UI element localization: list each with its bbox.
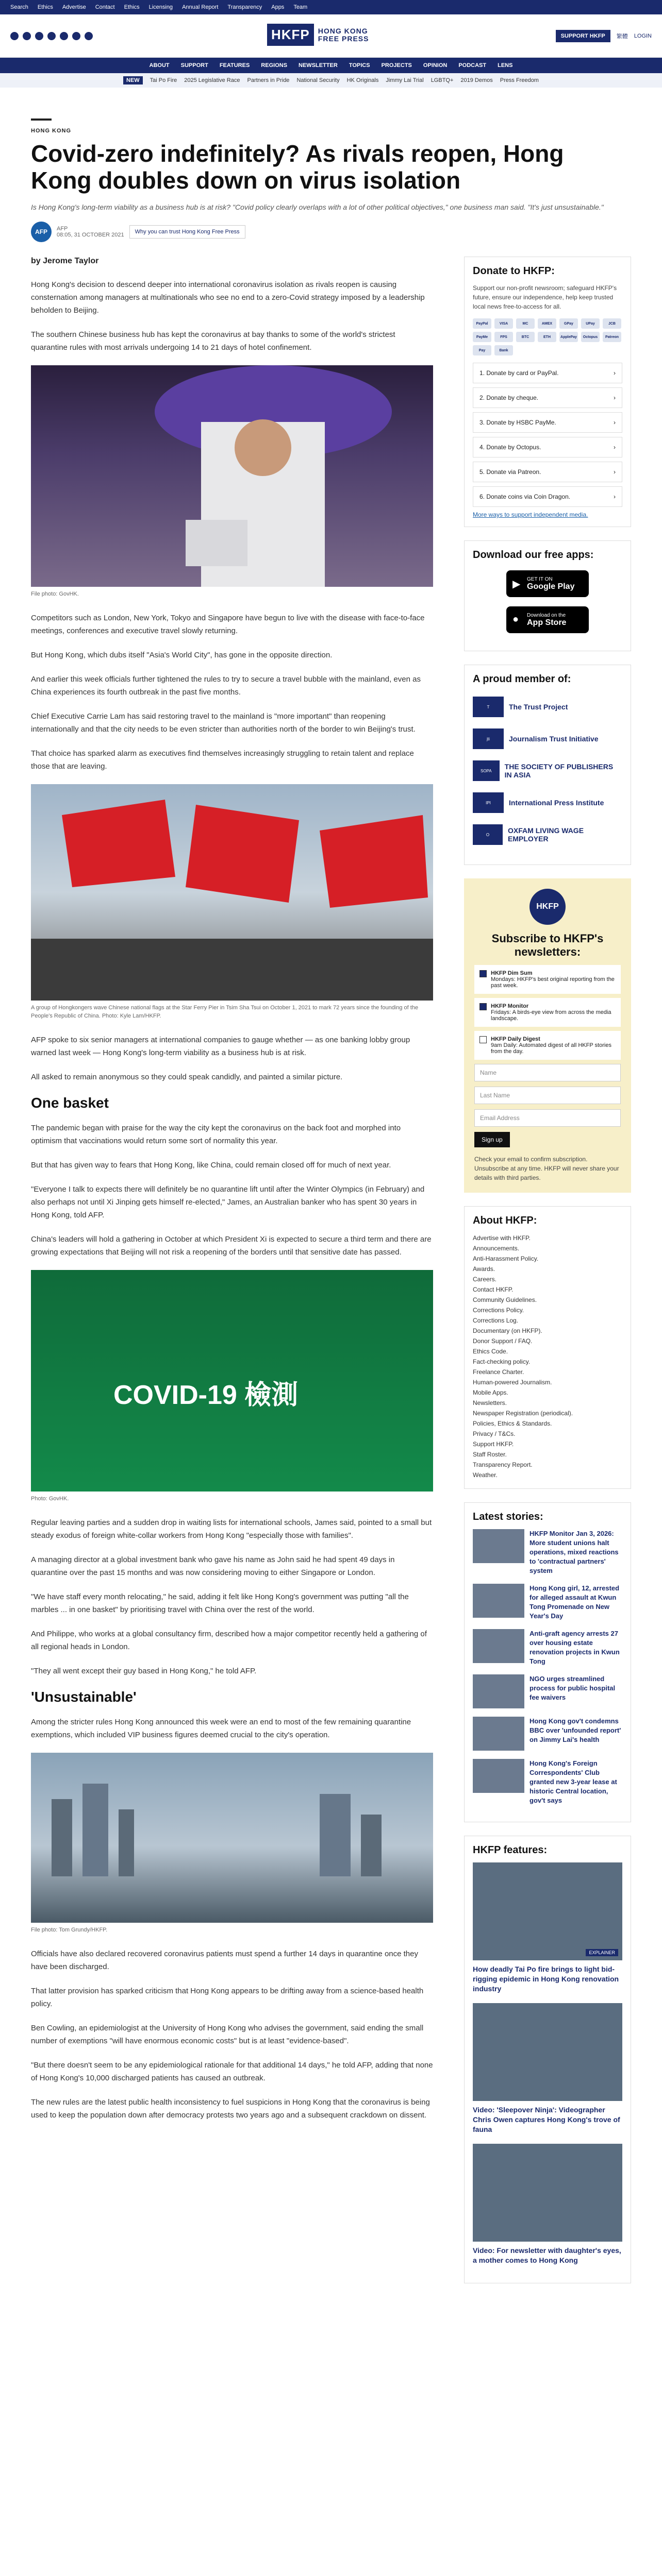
trending-link[interactable]: 2019 Demos [460, 77, 493, 83]
logo-mark: HKFP [267, 24, 314, 46]
feature-card[interactable] [473, 2003, 622, 2134]
x-icon[interactable] [23, 32, 31, 40]
donate-option-label: 3. Donate by HSBC PayMe. [479, 419, 556, 426]
paragraph: The southern Chinese business hub has kept the coronavirus at bay thanks to some of the world's strictest quarantine rules with most arrivals undergoing 14 to 21 days of hotel confinement. [31, 330, 395, 352]
feature-title: Video: 'Sleepover Ninja': Videographer Chris Owen captures Hong Kong's trove of fauna [473, 2106, 620, 2133]
trending-link[interactable]: 2025 Legislative Race [184, 77, 240, 83]
about-widget [464, 1206, 631, 1489]
paragraph: But that has given way to fears that Hong Kong, like China, could remain closed off for much of next year. [31, 1161, 391, 1170]
payment-logo: Bank [494, 345, 513, 355]
rss-icon[interactable] [85, 32, 93, 40]
main-nav [0, 58, 662, 73]
checkbox[interactable] [479, 1036, 487, 1043]
topbar-link[interactable]: Annual Report [182, 4, 219, 10]
member-label: OXFAM LIVING WAGE EMPLOYER [508, 826, 584, 843]
sidebar [464, 257, 631, 2297]
social-icons [10, 32, 93, 40]
about-link[interactable]: Support HKFP. [473, 1440, 514, 1448]
topbar-link[interactable]: Apps [271, 4, 285, 10]
about-link[interactable]: Careers. [473, 1276, 497, 1283]
trending-link[interactable]: Partners in Pride [247, 77, 290, 83]
member-logo[interactable] [473, 824, 622, 845]
payment-logo: MC [516, 318, 535, 329]
payment-logo: Octopus [581, 332, 600, 342]
member-label: Journalism Trust Initiative [509, 735, 599, 743]
paragraph: That choice has sparked alarm as executives find themselves increasingly struggling to retain talent and replace those that are leaving. [31, 749, 414, 771]
divider [31, 118, 52, 121]
chevron-right-icon: › [614, 369, 616, 377]
donate-option[interactable] [473, 486, 622, 507]
story-thumbnail [473, 1674, 524, 1708]
payment-logo: BTC [516, 332, 535, 342]
paragraph: "We have staff every month relocating," he said, adding it felt like Hong Kong's government was putting "all the marbles ... in one basket" by prioritising travel with China over the rest of the world. [31, 1592, 409, 1614]
language-toggle[interactable]: 繁體 [616, 33, 628, 40]
latest-title: Latest stories: [473, 1511, 543, 1522]
trust-project-icon: T [473, 697, 504, 717]
site-header [0, 14, 662, 58]
story-thumbnail [473, 1629, 524, 1663]
about-list [473, 1233, 622, 1480]
newsletter-option[interactable] [474, 1031, 621, 1060]
payment-logo: FPS [494, 332, 513, 342]
donate-option[interactable] [473, 363, 622, 383]
story-title: Hong Kong girl, 12, arrested for alleged assault at Kwun Tong Promenade on New Year's Day [529, 1584, 620, 1620]
article-image [31, 365, 433, 587]
gp-small: GET IT ON [527, 576, 553, 582]
member-title: A proud member of: [473, 673, 571, 685]
chevron-right-icon: › [614, 493, 616, 500]
payment-methods [473, 318, 622, 355]
about-link[interactable]: Newspaper Registration (periodical). [473, 1410, 573, 1417]
story-title: Hong Kong gov't condemns BBC over 'unfounded report' on Jimmy Lai's health [529, 1717, 621, 1743]
checkbox[interactable] [479, 970, 487, 977]
about-link[interactable]: Corrections Policy. [473, 1307, 524, 1314]
site-logo[interactable] [267, 24, 369, 46]
story-title: Anti-graft agency arrests 27 over housing estate renovation projects in Kwun Tong [529, 1630, 620, 1665]
donate-option-label: 4. Donate by Octopus. [479, 444, 541, 451]
story-thumbnail [473, 1584, 524, 1618]
more-ways-link[interactable]: More ways to support independent media. [473, 511, 588, 518]
paragraph: "They all went except their guy based in Hong Kong," he told AFP. [31, 1667, 257, 1675]
as-big: App Store [527, 618, 567, 627]
feature-title: How deadly Tai Po fire brings to light bid-rigging epidemic in Hong Kong renovation industry [473, 1965, 619, 1993]
trust-link[interactable]: Why you can trust Hong Kong Free Press [129, 225, 245, 239]
latest-story[interactable] [473, 1629, 622, 1666]
paragraph: Officials have also declared recovered coronavirus patients must spend a further 14 days in quarantine once they have been discharged. [31, 1950, 418, 1971]
sopa-icon: SOPA [473, 760, 500, 781]
about-link[interactable]: Contact HKFP. [473, 1286, 514, 1293]
trending-link[interactable]: Jimmy Lai Trial [386, 77, 424, 83]
search-link[interactable]: Search [10, 4, 28, 10]
paragraph: "Everyone I talk to expects there will definitely be no quarantine lift until after the Winter Olympics (in February) and also perhaps not until Xi Jinping gets himself re-elected," James, an Australian banker who has spent 30 years in Hong Kong, told AFP. [31, 1185, 425, 1219]
app-store-button[interactable] [506, 606, 589, 633]
latest-story[interactable] [473, 1717, 622, 1751]
nav-item[interactable]: FEATURES [219, 62, 250, 69]
payment-logo: ETH [538, 332, 556, 342]
oxfam-icon: O [473, 824, 503, 845]
donate-option[interactable] [473, 437, 622, 457]
checkbox[interactable] [479, 1003, 487, 1010]
trending-link[interactable]: Tai Po Fire [150, 77, 177, 83]
about-link[interactable]: Announcements. [473, 1245, 520, 1252]
donate-option[interactable] [473, 462, 622, 482]
apple-icon: ● [512, 614, 519, 625]
payment-logo: ApplePay [559, 332, 578, 342]
gp-big: Google Play [527, 582, 575, 591]
feature-card[interactable] [473, 1862, 622, 1994]
latest-widget [464, 1502, 631, 1822]
flags-photo [31, 784, 433, 1001]
member-logo[interactable] [473, 760, 622, 781]
paragraph: Among the stricter rules Hong Kong announced this week were an end to most of the few remaining quarantine exemptions, which included VIP business figures deemed crucial to the city's operation. [31, 1718, 411, 1739]
nav-item[interactable]: TOPICS [349, 62, 370, 69]
about-link[interactable]: Weather. [473, 1471, 498, 1479]
login-link[interactable]: LOGIN [634, 32, 652, 39]
donate-option-label: 6. Donate coins via Coin Dragon. [479, 493, 571, 500]
member-logo[interactable] [473, 697, 622, 717]
article-body [31, 257, 433, 2297]
article-dek: Is Hong Kong's long-term viability as a business hub is at risk? "Covid policy clearly overlaps with a lot of other political objectives," one business man said. "It's just unsustainable." [31, 203, 604, 211]
about-link[interactable]: Privacy / T&Cs. [473, 1430, 516, 1437]
features-title: HKFP features: [473, 1844, 548, 1856]
linkedin-icon[interactable] [72, 32, 80, 40]
newsletter-name: HKFP Daily Digest [491, 1036, 540, 1042]
newsletter-widget [464, 878, 631, 1193]
youtube-icon[interactable] [47, 32, 56, 40]
payment-logo: PayPal [473, 318, 491, 329]
chevron-right-icon: › [614, 419, 616, 426]
nav-item[interactable]: NEWSLETTER [299, 62, 338, 69]
nav-item[interactable]: ABOUT [149, 62, 170, 69]
apps-widget [464, 540, 631, 651]
about-link[interactable]: Newsletters. [473, 1399, 507, 1406]
payment-logo: PayMe [473, 332, 491, 342]
byline: by Jerome Taylor [31, 257, 99, 265]
about-link[interactable]: Policies, Ethics & Standards. [473, 1420, 552, 1427]
about-title: About HKFP: [473, 1215, 537, 1226]
topbar-link[interactable]: Ethics [37, 4, 53, 10]
newsletter-name: HKFP Monitor [491, 1003, 529, 1009]
nav-item[interactable]: OPINION [423, 62, 448, 69]
paragraph: But Hong Kong, which dubs itself "Asia's World City", has gone in the opposite direction. [31, 651, 333, 659]
support-button[interactable]: SUPPORT HKFP [556, 30, 610, 42]
logo-line1: HONG KONG [318, 26, 368, 35]
about-link[interactable]: Freelance Charter. [473, 1368, 524, 1376]
paragraph: The pandemic began with praise for the way the city kept the coronavirus on the back foot and morphed into optimism that vaccinations would return some sort of normality this year. [31, 1124, 401, 1145]
newsletter-name: HKFP Dim Sum [491, 970, 533, 976]
paragraph: AFP spoke to six senior managers at international companies to gauge whether — as one banking lobby group warned last week — Hong Kong's long-term viability as a business hub is at risk. [31, 1036, 410, 1057]
newsletter-option[interactable] [474, 965, 621, 994]
image-caption: Photo: GovHK. [31, 1496, 69, 1502]
member-label: THE SOCIETY OF PUBLISHERS IN ASIA [504, 762, 614, 779]
donate-option[interactable] [473, 387, 622, 408]
topbar-link[interactable]: Ethics [124, 4, 140, 10]
new-badge: NEW [123, 76, 143, 84]
feature-image [473, 2003, 622, 2101]
donate-title: Donate to HKFP: [473, 265, 555, 277]
section-heading: 'Unsustainable' [31, 1689, 137, 1705]
feature-image [473, 1862, 622, 1960]
nav-item[interactable]: LENS [498, 62, 513, 69]
harbour-photo [31, 1753, 433, 1923]
donate-option-label: 2. Donate by cheque. [479, 394, 539, 401]
trending-bar [0, 73, 662, 88]
story-title: HKFP Monitor Jan 3, 2026: More student unions halt operations, mixed reactions to 'contractual partners' system [529, 1530, 619, 1574]
about-link[interactable]: Fact-checking policy. [473, 1358, 531, 1365]
topbar-link[interactable]: Advertise [62, 4, 86, 10]
paragraph: All asked to remain anonymous so they could speak candidly, and painted a similar picture. [31, 1073, 343, 1081]
trending-link[interactable]: HK Originals [346, 77, 379, 83]
payment-logo: AMEX [538, 318, 556, 329]
paragraph: Chief Executive Carrie Lam has said restoring travel to the mainland is "more important" than reopening internationally and that the city needs to be even stricter than authorities north of the border to win Beijing's trust. [31, 712, 416, 734]
article-image [31, 1753, 433, 1923]
payment-logo: VISA [494, 318, 513, 329]
top-utility-bar [0, 0, 662, 14]
newsletter-desc: Mondays: HKFP's best original reporting from the past week. [491, 976, 615, 989]
testing-sign-text: COVID-19 檢測 [113, 1380, 299, 1410]
payment-logo: Pay [473, 345, 491, 355]
about-link[interactable]: Ethics Code. [473, 1348, 508, 1355]
email-input[interactable]: Email Address [474, 1109, 621, 1127]
article-header [0, 88, 662, 242]
paragraph: Competitors such as London, New York, Tokyo and Singapore have begun to live with the disease with face-to-face meetings, conferences and executive travel slowly returning. [31, 614, 425, 635]
paragraph: The new rules are the latest public health inconsistency to fuel suspicions in Hong Kong that the coronavirus is being used to keep the population down after democracy protests two years ago and a subsequent crackdown on dissent. [31, 2098, 430, 2120]
topbar-link[interactable]: Team [293, 4, 308, 10]
image-caption: File photo: GovHK. [31, 591, 79, 597]
member-label: International Press Institute [509, 799, 604, 807]
payment-logo: GPay [559, 318, 578, 329]
newsletter-option[interactable] [474, 998, 621, 1027]
topbar-link[interactable]: Licensing [148, 4, 173, 10]
nav-item[interactable]: PODCAST [458, 62, 487, 69]
latest-story[interactable] [473, 1529, 622, 1575]
about-link[interactable]: Human-powered Journalism. [473, 1379, 552, 1386]
chevron-right-icon: › [614, 468, 616, 476]
about-link[interactable]: Community Guidelines. [473, 1296, 537, 1303]
paragraph: "But there doesn't seem to be any epidemiological rationale for that additional 14 days," he told AFP, adding that none of Hong Kong's 10,000 discharged patients has caused an outbreak. [31, 2061, 433, 2082]
author-avatar: AFP [31, 222, 52, 242]
features-widget [464, 1836, 631, 2283]
logo-text [318, 27, 369, 43]
feature-title: Video: For newsletter with daughter's eyes, a mother comes to Hong Kong [473, 2246, 621, 2264]
chevron-right-icon: › [614, 394, 616, 401]
trending-link[interactable]: Press Freedom [500, 77, 539, 83]
google-play-button[interactable] [506, 570, 589, 597]
publish-date: 08:05, 31 OCTOBER 2021 [57, 232, 124, 238]
article-meta [31, 222, 631, 242]
donate-option-label: 1. Donate by card or PayPal. [479, 369, 559, 377]
article-image [31, 1270, 433, 1492]
donate-option-label: 5. Donate via Patreon. [479, 468, 541, 476]
play-icon: ▶ [512, 579, 521, 590]
payment-logo: Patreon [603, 332, 621, 342]
topbar-link[interactable]: Contact [95, 4, 115, 10]
category-kicker[interactable]: HONG KONG [31, 128, 72, 134]
member-label: The Trust Project [509, 703, 568, 711]
about-link[interactable]: Awards. [473, 1265, 495, 1273]
image-caption: A group of Hongkongers wave Chinese national flags at the Star Ferry Pier in Tsim Sha Tsui on October 1, 2021 to mark 72 years since the founding of the People's Republic of China. Photo: Kyle Lam/HKFP. [31, 1005, 419, 1019]
facebook-icon[interactable] [10, 32, 19, 40]
newsletter-title: Subscribe to HKFP's newsletters: [491, 932, 604, 958]
about-link[interactable]: Anti-Harassment Policy. [473, 1255, 539, 1262]
chevron-right-icon: › [614, 444, 616, 451]
newsletter-desc: 9am Daily: Automated digest of all HKFP stories from the day. [491, 1042, 611, 1055]
jti-icon: jti [473, 728, 504, 749]
about-link[interactable]: Mobile Apps. [473, 1389, 508, 1396]
paragraph: And earlier this week officials further tightened the rules to try to secure a travel bubble with the mainland, even as China experiences its fourth outbreak in the past five months. [31, 675, 421, 697]
latest-story[interactable] [473, 1759, 622, 1805]
nav-item[interactable]: PROJECTS [381, 62, 412, 69]
paragraph: Ben Cowling, an epidemiologist at the University of Hong Kong who advises the government, said ending the small number of exemptions "will have enormous economic costs" but is at least "evidence-based". [31, 2024, 424, 2045]
paragraph: Regular leaving parties and a sudden drop in waiting lists for international schools, James said, pointed to a small but steady exodus of foreign white-collar workers from Hong Kong "especially those with families". [31, 1518, 432, 1540]
as-small: Download on the [527, 612, 566, 618]
trending-link[interactable]: National Security [296, 77, 340, 83]
member-widget [464, 665, 631, 865]
about-link[interactable]: Donor Support / FAQ. [473, 1337, 533, 1345]
newsletter-logo: HKFP [529, 889, 566, 925]
nav-item[interactable]: REGIONS [261, 62, 288, 69]
ipi-icon: IPI [473, 792, 504, 813]
author-block [57, 226, 124, 238]
author-name[interactable]: AFP [57, 226, 68, 232]
logo-line2: FREE PRESS [318, 34, 369, 43]
nav-item[interactable]: SUPPORT [180, 62, 208, 69]
threads-icon[interactable] [60, 32, 68, 40]
article-title: Covid-zero indefinitely? As rivals reopen, Hong Kong doubles down on virus isolation [31, 140, 564, 194]
payment-logo: UPay [581, 318, 600, 329]
story-thumbnail [473, 1717, 524, 1751]
member-logo[interactable] [473, 792, 622, 813]
story-title: Hong Kong's Foreign Correspondents' Club granted new 3-year lease at historic Central location, gov't says [529, 1759, 617, 1804]
about-link[interactable]: Corrections Log. [473, 1317, 519, 1324]
newsletter-desc: Fridays: A birds-eye view from across the media landscape. [491, 1009, 611, 1022]
feature-image [473, 2144, 622, 2242]
about-link[interactable]: Transparency Report. [473, 1461, 533, 1468]
content-area [0, 257, 662, 2297]
story-thumbnail [473, 1529, 524, 1563]
latest-story[interactable] [473, 1674, 622, 1708]
first-name-input[interactable]: Name [474, 1064, 621, 1081]
payment-logo: JCB [603, 318, 621, 329]
last-name-input[interactable]: Last Name [474, 1087, 621, 1104]
image-caption: File photo: Tom Grundy/HKFP. [31, 1927, 108, 1933]
paragraph: Hong Kong's decision to descend deeper into international coronavirus isolation as rivals reopen is causing consternation among managers at multinationals who see no end to a zero-Covid strategy imposed by a leadership beholden to Beijing. [31, 280, 425, 315]
umbrella-man-photo [31, 365, 433, 587]
topbar-link[interactable]: Transparency [227, 4, 262, 10]
apps-title: Download our free apps: [473, 549, 594, 561]
article-image [31, 784, 433, 1001]
paragraph: China's leaders will hold a gathering in October at which President Xi is expected to secure a third term and there are growing expectations that Beijing will not risk a reopening of the borders until that sensitive date has passed. [31, 1235, 432, 1257]
donate-widget [464, 257, 631, 527]
feature-card[interactable] [473, 2144, 622, 2265]
instagram-icon[interactable] [35, 32, 43, 40]
story-thumbnail [473, 1759, 524, 1793]
feature-tag: EXPLAINER [586, 1949, 618, 1956]
story-title: NGO urges streamlined process for public hospital fee waivers [529, 1675, 616, 1701]
signup-button[interactable]: Sign up [474, 1132, 510, 1147]
about-link[interactable]: Documentary (on HKFP). [473, 1327, 542, 1334]
latest-story[interactable] [473, 1584, 622, 1621]
member-logo[interactable] [473, 728, 622, 749]
about-link[interactable]: Advertise with HKFP. [473, 1234, 531, 1242]
about-link[interactable]: Staff Roster. [473, 1451, 507, 1458]
header-actions [556, 30, 652, 42]
paragraph: That latter provision has sparked criticism that Hong Kong appears to be drifting away from a science-based health policy. [31, 1987, 424, 2008]
trending-link[interactable]: LGBTQ+ [431, 77, 454, 83]
donate-option[interactable] [473, 412, 622, 433]
newsletter-note: Check your email to confirm subscription. Unsubscribe at any time. HKFP will never share your details with third parties. [474, 1156, 619, 1181]
donate-text: Support our non-profit newsroom; safeguard HKFP's future, ensure our independence, help keep trusted local news free-to-access for all. [473, 284, 617, 310]
paragraph: A managing director at a global investment bank who gave his name as John said he had spent 49 days in quarantine over the past 15 months and was now considering moving to either Singapore or London. [31, 1555, 395, 1577]
paragraph: And Philippe, who works at a global consultancy firm, described how a major competitor recently held a gathering of all regional heads in London. [31, 1630, 427, 1651]
section-heading: One basket [31, 1095, 109, 1111]
